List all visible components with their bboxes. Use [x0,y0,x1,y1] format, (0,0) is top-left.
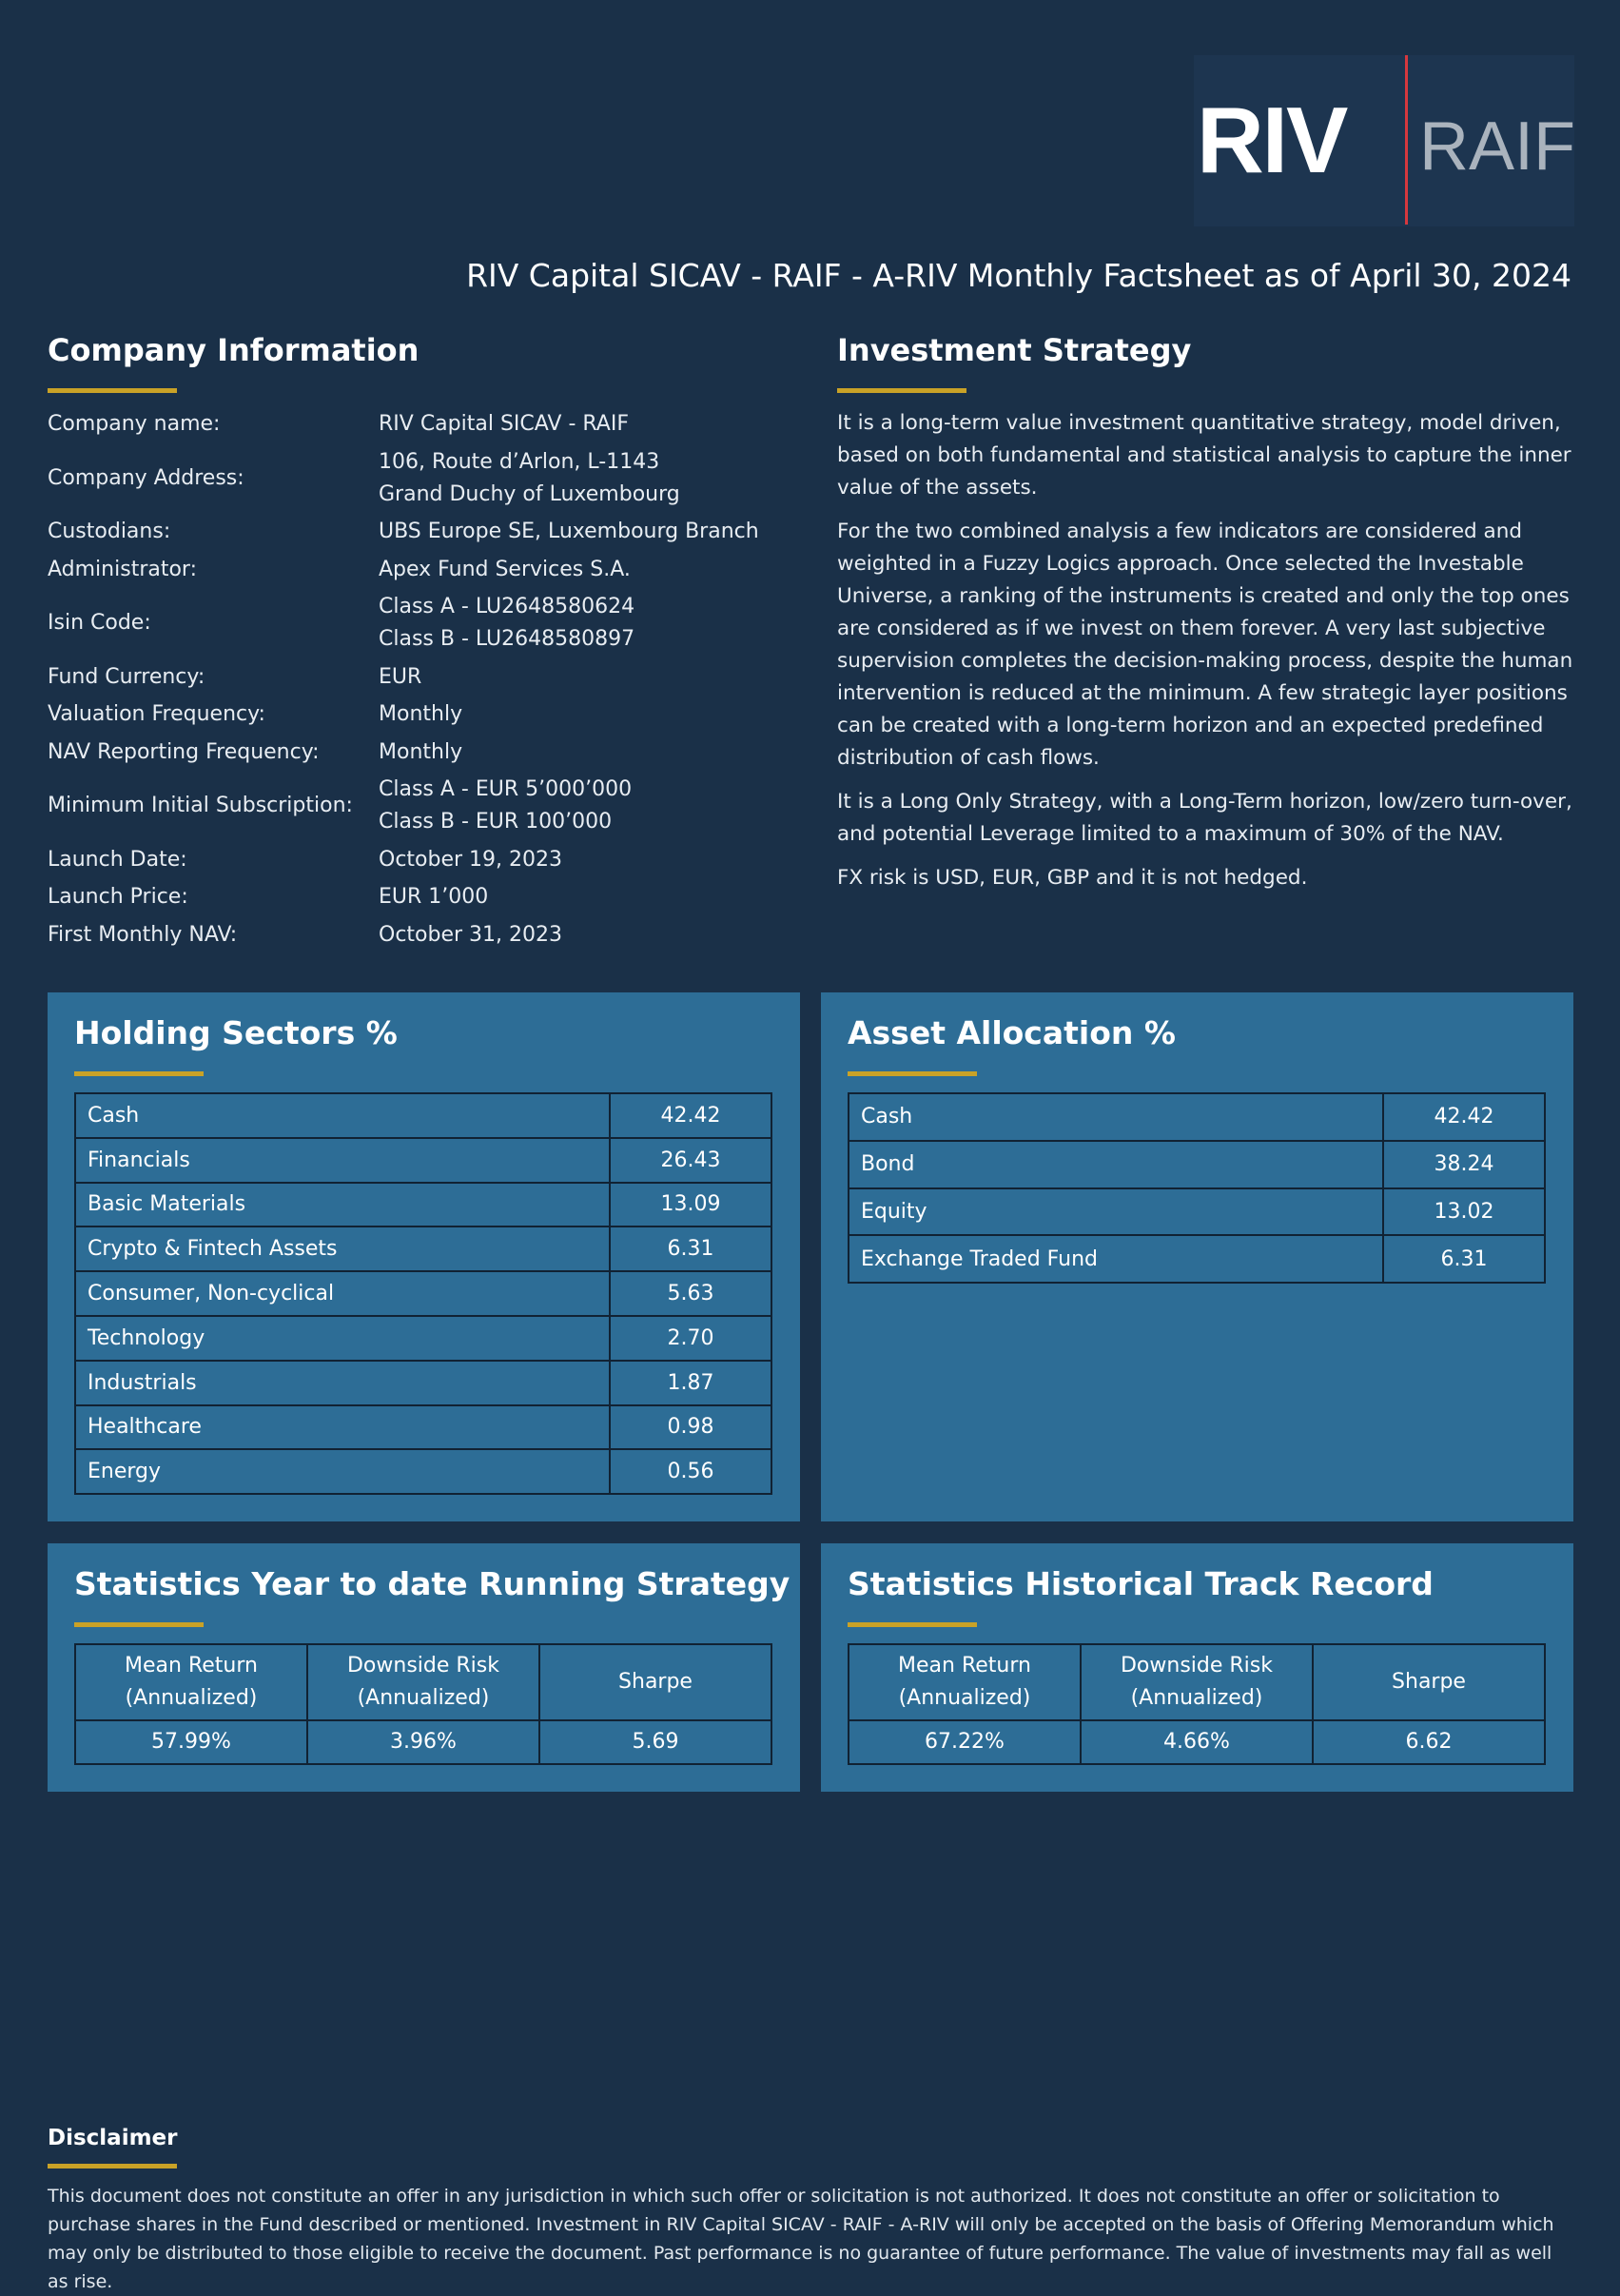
company-info-row [48,554,790,586]
company-info-label: NAV Reporting Frequency: [48,739,320,764]
row-label: Technology [75,1316,610,1361]
stats-value-row [75,1720,771,1764]
stats-value-cell: 67.22% [849,1720,1081,1764]
table-row [75,1361,771,1405]
company-info-label: Minimum Initial Subscription: [48,794,353,817]
stats-ytd-title: Statistics Year to date Running Strategy [74,1565,790,1602]
row-value: 38.24 [1383,1141,1545,1188]
company-info-value [379,844,562,876]
stats-header-line: (Annualized) [357,1686,490,1710]
disclaimer-text: This document does not constitute an offer in any jurisdiction in which such offer or solicitation is not authorized. It does not constitute an offer or solicitation to purchase shares in the Fund described or mentioned. Investment in RIV Capital SICAV - RAIF - A-RIV will only be accepted on the basis of Offering Memorandum which may only be distributed to those eligible to receive the document. Past performance is no guarantee of future performance. The value of investments may fall as well as rise. [48,2186,1554,2292]
company-info-value-line: Apex Fund Services S.A. [379,557,631,581]
table-row [75,1138,771,1183]
company-info-row [48,844,790,876]
stats-header-line: (Annualized) [1130,1686,1263,1710]
stats-header-line: Mean Return [898,1654,1031,1678]
company-info-value-line: RIV Capital SICAV - RAIF [379,412,629,436]
row-label: Cash [849,1093,1383,1141]
company-info-value [379,881,488,913]
stats-historical-table [848,1643,1546,1765]
company-info-label: Fund Currency: [48,664,205,689]
company-info-row [48,591,790,656]
table-row [75,1449,771,1494]
strategy-paragraph: It is a Long Only Strategy, with a Long-Term horizon, low/zero turn-over, and potential Leverage limited to a maximum of 30% of the NAV. [837,790,1572,846]
company-info-row [48,881,790,913]
row-label: Financials [75,1138,610,1183]
table-row [75,1226,771,1271]
company-info-row [48,408,790,441]
company-info-value [379,698,462,731]
company-info-label: Launch Price: [48,885,188,909]
stats-ytd-underline [74,1622,204,1627]
row-value: 0.98 [610,1405,771,1450]
disclaimer-underline [48,2164,177,2168]
row-value: 0.56 [610,1449,771,1494]
company-info-label: Custodians: [48,520,171,543]
company-info-value-line: Class A - LU2648580624 [379,595,635,618]
row-value: 26.43 [610,1138,771,1183]
row-label: Bond [849,1141,1383,1188]
row-label: Cash [75,1093,610,1138]
company-info-title: Company Information [48,332,420,368]
stats-header-cell [849,1644,1081,1720]
company-info-value [379,919,562,952]
stats-header-row [849,1644,1545,1720]
company-info-value-line: October 31, 2023 [379,922,563,947]
company-info-value [379,661,421,694]
stats-header-line: (Annualized) [125,1686,258,1710]
row-label: Consumer, Non-cyclical [75,1271,610,1316]
holding-sectors-underline [74,1071,204,1076]
asset-allocation-table [848,1092,1546,1284]
company-info-label: Valuation Frequency: [48,702,265,726]
company-info-value-line: Monthly [379,739,463,764]
row-label: Basic Materials [75,1183,610,1227]
table-row [75,1093,771,1138]
table-row [849,1093,1545,1141]
row-label: Equity [849,1188,1383,1236]
stats-header-cell [307,1644,539,1720]
stats-header-line: (Annualized) [898,1686,1031,1710]
stats-ytd-table [74,1643,772,1765]
holding-sectors-table [74,1092,772,1495]
company-info-value-line: Class A - EUR 5’000’000 [379,777,633,801]
company-info-label: First Monthly NAV: [48,922,238,947]
company-info-value [379,736,462,769]
company-info-label: Isin Code: [48,611,151,635]
stats-value-cell: 3.96% [307,1720,539,1764]
strategy-paragraph: For the two combined analysis a few indicators are considered and weighted in a Fuzzy Logics approach. Once selected the Investable Universe, a ranking of the instruments is created and only the top ones are considered as if we invest on them forever. A very last subjective supervision completes the decision-making process, despite the human intervention is reduced at the minimum. A few strategic layer positions can be created with a long-term horizon and an expected predefined distribution of cash flows. [837,520,1573,770]
table-row [849,1141,1545,1188]
company-info-value [379,446,680,511]
company-info-label: Company Address: [48,465,244,490]
row-value: 5.63 [610,1271,771,1316]
company-info-row [48,736,790,769]
stats-header-row [75,1644,771,1720]
stats-header-cell [539,1644,771,1720]
disclaimer-title: Disclaimer [48,2126,178,2150]
asset-allocation-underline [848,1071,977,1076]
stats-header-line: Downside Risk [1120,1654,1273,1678]
company-info-row [48,774,790,838]
company-info-value [379,591,634,656]
company-info-value [379,554,631,586]
company-info-value-line: UBS Europe SE, Luxembourg Branch [379,520,759,543]
company-info-value-line: 106, Route d’Arlon, L-1143 [379,449,660,474]
row-value: 42.42 [610,1093,771,1138]
stats-header-line: Sharpe [618,1670,693,1694]
company-info-label: Launch Date: [48,847,187,872]
company-info-row [48,446,790,511]
stats-header-cell [1081,1644,1313,1720]
asset-allocation-title: Asset Allocation % [848,1014,1176,1051]
company-info-row [48,919,790,952]
company-info-underline [48,388,177,393]
company-info-value [379,774,632,838]
table-row [75,1316,771,1361]
company-info-value-line: Class B - LU2648580897 [379,627,635,651]
company-info-value-line: October 19, 2023 [379,847,563,872]
table-row [75,1183,771,1227]
stats-header-line: Sharpe [1392,1670,1466,1694]
stats-header-cell [75,1644,307,1720]
stats-historical-title: Statistics Historical Track Record [848,1565,1434,1602]
company-info-value-line: Monthly [379,702,463,726]
company-info-label: Company name: [48,412,221,436]
row-label: Healthcare [75,1405,610,1450]
table-row [75,1405,771,1450]
stats-historical-underline [848,1622,977,1627]
row-label: Crypto & Fintech Assets [75,1226,610,1271]
row-label: Energy [75,1449,610,1494]
strategy-paragraph: It is a long-term value investment quantitative strategy, model driven, based on both fundamental and statistical analysis to capture the inner value of the assets. [837,411,1571,500]
table-row [849,1188,1545,1236]
row-value: 1.87 [610,1361,771,1405]
company-info-value-line: Class B - EUR 100’000 [379,810,613,834]
stats-value-cell: 4.66% [1081,1720,1313,1764]
stats-header-cell [1313,1644,1545,1720]
company-info-value-line: Grand Duchy of Luxembourg [379,481,680,506]
holding-sectors-title: Holding Sectors % [74,1014,398,1051]
row-value: 13.02 [1383,1188,1545,1236]
investment-strategy-underline [837,388,966,393]
logo-riv-wordmark: RIV [1197,88,1347,192]
table-row [849,1235,1545,1283]
stats-value-cell: 5.69 [539,1720,771,1764]
row-value: 42.42 [1383,1093,1545,1141]
company-info-value-line: EUR 1’000 [379,885,489,909]
company-info-row [48,516,790,548]
company-info-label: Administrator: [48,557,197,581]
company-info-row [48,661,790,694]
row-value: 6.31 [610,1226,771,1271]
row-value: 13.09 [610,1183,771,1227]
row-label: Industrials [75,1361,610,1405]
company-info-row [48,698,790,731]
factsheet-title: RIV Capital SICAV - RAIF - A-RIV Monthly Factsheet as of April 30, 2024 [466,257,1571,294]
logo-raif-wordmark: RAIF [1419,108,1576,185]
stats-header-line: Downside Risk [346,1654,499,1678]
row-value: 6.31 [1383,1235,1545,1283]
stats-value-cell: 57.99% [75,1720,307,1764]
row-value: 2.70 [610,1316,771,1361]
table-row [75,1271,771,1316]
investment-strategy-title: Investment Strategy [837,332,1192,368]
company-info-value [379,408,629,441]
stats-value-row [849,1720,1545,1764]
strategy-paragraph: FX risk is USD, EUR, GBP and it is not hedged. [837,866,1308,890]
company-info-value [379,516,759,548]
investment-strategy-text [837,407,1575,906]
row-label: Exchange Traded Fund [849,1235,1383,1283]
stats-value-cell: 6.62 [1313,1720,1545,1764]
stats-header-line: Mean Return [125,1654,258,1678]
company-info-value-line: EUR [379,664,422,689]
logo-divider [1405,55,1408,225]
